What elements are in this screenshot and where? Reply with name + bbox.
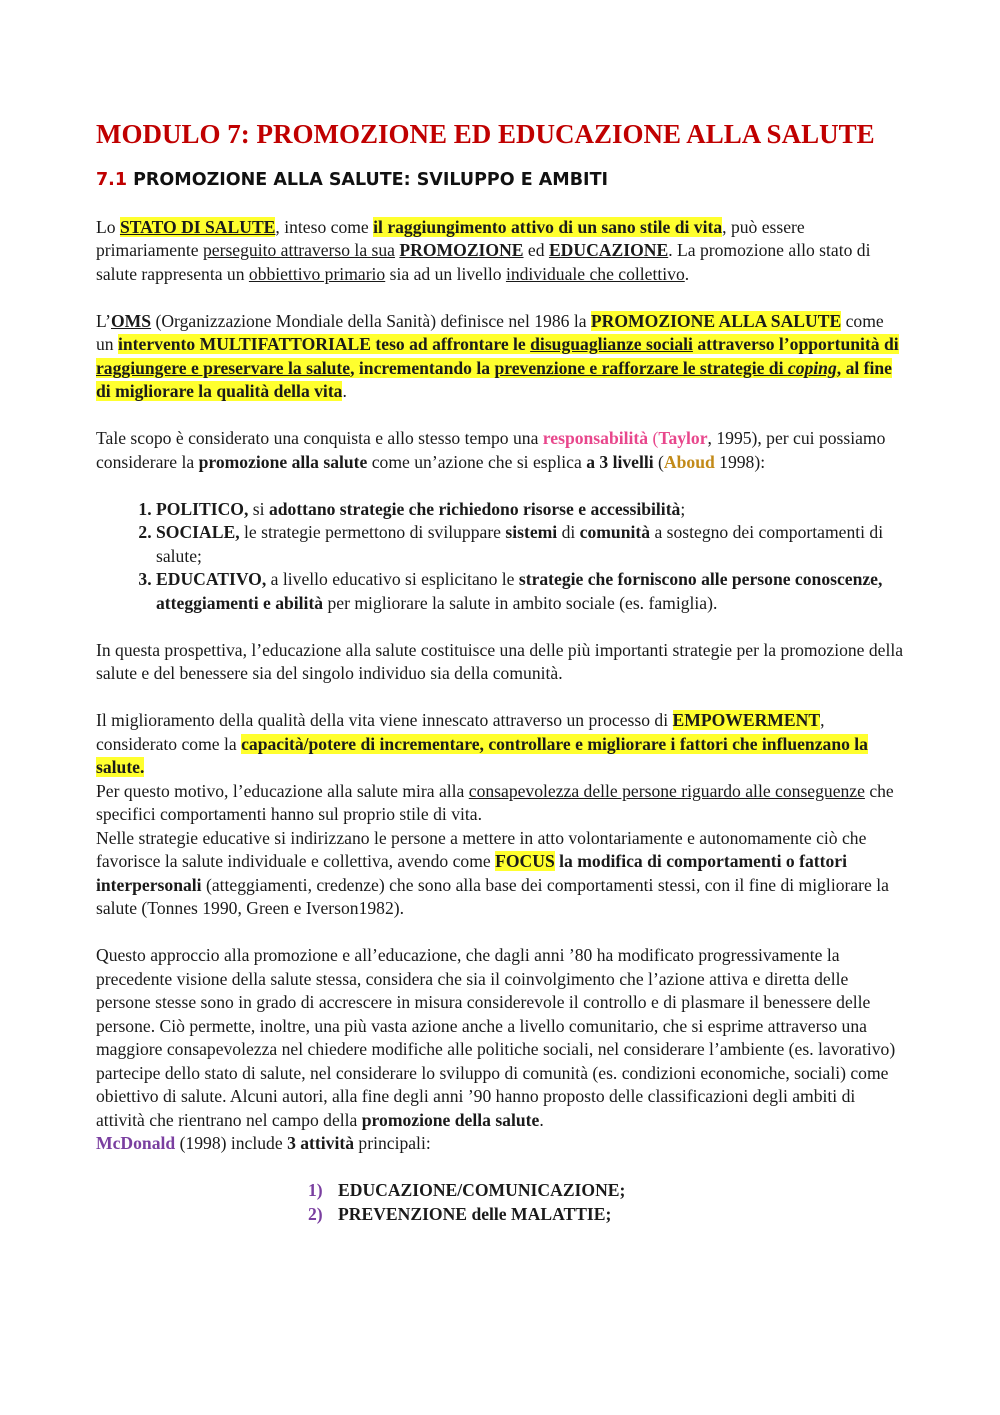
- colored-mcdonald: McDonald: [96, 1133, 176, 1153]
- bold-text: POLITICO,: [156, 498, 249, 519]
- paragraph-oms: [96, 310, 904, 404]
- text: si: [248, 498, 269, 519]
- colored-aboud: Aboud: [663, 451, 715, 472]
- text: , considerato come la: [96, 710, 825, 754]
- text: L’: [96, 310, 111, 331]
- bold-text: promozione alla salute: [198, 451, 368, 472]
- list-label: EDUCAZIONE/COMUNICAZIONE;: [338, 1180, 626, 1200]
- text: le strategie permettono di sviluppare: [239, 522, 506, 542]
- text: di: [557, 522, 580, 542]
- text: , 1995), per cui possiamo considerare la: [96, 428, 886, 472]
- section-title: PROMOZIONE ALLA SALUTE: SVILUPPO E AMBITI: [133, 170, 609, 190]
- underlined-text: obbiettivo primario: [248, 263, 386, 284]
- highlight-text: intervento MULTIFATTORIALE teso ad affrontare le: [118, 334, 531, 354]
- list-number: 1): [308, 1180, 323, 1200]
- text: Per questo motivo, l’educazione alla salute mira alla: [96, 780, 469, 801]
- text: , inteso come: [275, 216, 374, 237]
- paragraph-empowerment: [96, 709, 904, 780]
- text: Tale scopo è considerato una conquista e allo stesso tempo una: [96, 428, 543, 448]
- text: Il miglioramento della qualità della vita viene innescato attraverso un processo di: [96, 710, 673, 730]
- text: come un: [96, 310, 884, 354]
- bold-text: promozione della salute: [361, 1109, 540, 1130]
- text: (atteggiamenti, credenze) che sono alla base dei comportamenti stessi, con il fine di migliorare la salute (Tonnes 1990, Green e Iverson1982).: [96, 874, 889, 918]
- highlight-stato-di-salute: STATO DI SALUTE: [119, 216, 276, 237]
- list-item: [308, 1179, 904, 1203]
- text: (: [648, 428, 659, 448]
- text: a sostegno dei comportamenti di salute;: [156, 522, 884, 566]
- text: sia ad un livello: [385, 263, 506, 284]
- text: che specifici comportamenti hanno sul proprio stile di vita.: [96, 780, 894, 824]
- highlight-text: , incrementando la: [350, 357, 495, 378]
- highlight-text: raggiungere e preservare la salute: [96, 357, 351, 378]
- bold-text: 3 attività: [287, 1133, 355, 1153]
- text: (Organizzazione Mondiale della Sanità) definisce nel 1986 la: [151, 310, 591, 331]
- paragraph-motivo: [96, 780, 904, 827]
- activities-list: [96, 1179, 904, 1226]
- list-number: 2): [308, 1203, 323, 1224]
- bold-educazione: EDUCAZIONE: [548, 240, 669, 260]
- text: ;: [680, 498, 686, 519]
- list-item: [156, 568, 904, 615]
- underlined-text: individuale che collettivo: [505, 263, 685, 284]
- bold-text: a 3 livelli: [586, 451, 654, 472]
- list-item: [156, 498, 904, 522]
- paragraph-prospettiva: In questa prospettiva, l’educazione alla salute costituisce una delle più importanti strategie per la promozione della salute e del benessere sia del singolo individuo sia della comunità.: [96, 639, 904, 683]
- bold-text: SOCIALE,: [156, 522, 240, 542]
- text: Lo: [96, 216, 120, 237]
- highlight-text: , al fine di migliorare la qualità della vita: [96, 357, 892, 401]
- bold-text: la modifica di comportamenti o fattori interpersonali: [96, 851, 847, 895]
- underlined-text: consapevolezza delle persone riguardo alle conseguenze: [468, 780, 865, 801]
- list-label: PREVENZIONE delle MALATTIE;: [338, 1203, 612, 1224]
- highlight-text: attraverso l’opportunità di: [692, 334, 899, 354]
- highlight-text: disuguaglianze sociali: [530, 334, 693, 354]
- text: , può essere primariamente: [96, 216, 805, 260]
- highlight-promozione-alla-salute: PROMOZIONE ALLA SALUTE: [590, 310, 842, 331]
- paragraph-approccio: [96, 944, 904, 1132]
- highlight-stile-di-vita: il raggiungimento attivo di un sano stile di vita: [373, 216, 723, 237]
- text: come un’azione che si esplica: [367, 451, 587, 472]
- highlight-text: capacità/potere di incrementare, controllare e migliorare i fattori che influenzano la salute.: [96, 733, 868, 777]
- text: .: [539, 1109, 544, 1130]
- paragraph-scopo: [96, 427, 904, 474]
- bold-text: adottano strategie che richiedono risorse e accessibilità: [268, 498, 681, 519]
- highlight-focus: FOCUS: [495, 851, 555, 871]
- levels-list: [96, 498, 904, 616]
- text: .: [684, 263, 690, 284]
- list-item: [156, 521, 904, 568]
- paragraph-mcdonald: [96, 1132, 904, 1156]
- bold-text: comunità: [579, 522, 651, 542]
- text: (: [653, 451, 664, 472]
- highlight-empowerment: EMPOWERMENT: [672, 710, 821, 730]
- bold-text: strategie che forniscono alle persone conoscenze, atteggiamenti e abilità: [156, 569, 883, 613]
- text: Nelle strategie educative si indirizzano le persone a mettere in atto volontariamente e autonomamente ciò che favorisce la salute individuale e collettiva, avendo come: [96, 827, 867, 871]
- text: ed: [523, 240, 549, 260]
- paragraph-strategie: [96, 827, 904, 921]
- bold-promozione: PROMOZIONE: [399, 240, 524, 260]
- text: (1998) include: [175, 1133, 288, 1153]
- highlight-text: prevenzione e rafforzare le strategie di: [494, 357, 788, 378]
- text: a livello educativo si esplicitano le: [266, 569, 519, 589]
- section-heading: [96, 168, 904, 192]
- bold-text: sistemi: [505, 522, 558, 542]
- text: 1998):: [714, 451, 766, 472]
- section-number: 7.1: [96, 170, 128, 190]
- underlined-text: perseguito attraverso la sua: [202, 240, 395, 260]
- text: per migliorare la salute in ambito sociale (es. famiglia).: [323, 592, 718, 613]
- list-item: [308, 1203, 904, 1227]
- document-title: MODULO 7: PROMOZIONE ED EDUCAZIONE ALLA SALUTE: [96, 119, 875, 149]
- bold-oms: OMS: [111, 310, 152, 331]
- text: . La promozione allo stato di salute rappresenta un: [96, 240, 871, 284]
- colored-taylor: Taylor: [658, 428, 708, 448]
- text: .: [342, 381, 347, 401]
- highlight-coping: coping: [787, 357, 837, 378]
- colored-responsabilita: responsabilità: [542, 428, 649, 448]
- text: principali:: [354, 1133, 431, 1153]
- paragraph-stato-di-salute: [96, 216, 904, 287]
- bold-text: EDUCATIVO,: [156, 569, 267, 589]
- text: Questo approccio alla promozione e all’educazione, che dagli anni ’80 ha modificato progressivamente la precedente visione della salute stessa, considera che sia il coinvolgimento che l’azione attiva e diretta delle persone stesse sono in grado di accrescere in misura considerevole il controllo e di plasmare il benessere delle persone. Ciò permette, inoltre, una più vasta azione anche a livello comunitario, che si esprime attraverso una maggiore consapevolezza nel chiedere modifiche alle politiche sociali, nel considerare l’ambiente (es. lavorativo) partecipe dello stato di salute, nel considerare lo sviluppo di comunità (es. condizioni economiche, sociali) come obiettivo di salute. Alcuni autori, alla fine degli anni ’90 hanno proposto delle classificazioni degli ambiti di attività che rientrano nel campo della: [96, 945, 896, 1130]
